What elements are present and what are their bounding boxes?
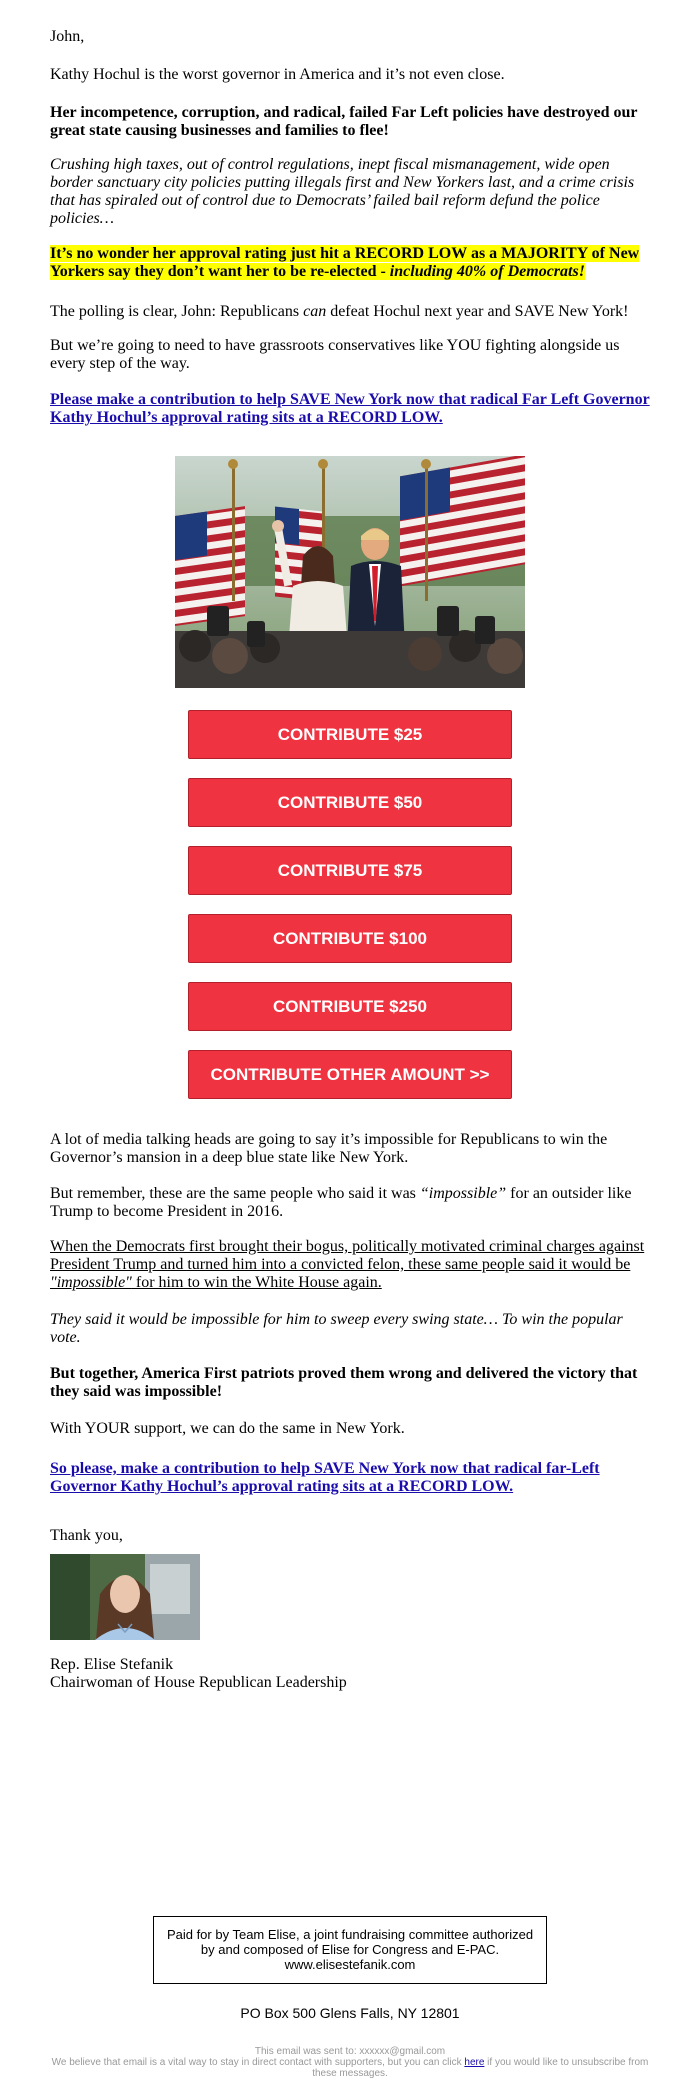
highlighted-paragraph xyxy=(50,245,655,281)
democrats-quote: "impossible" xyxy=(50,1274,132,1291)
democrats-paragraph xyxy=(50,1238,655,1292)
intro-paragraph: Kathy Hochul is the worst governor in America and it’s not even close. xyxy=(50,66,505,83)
rally-photo-icon xyxy=(175,456,525,688)
contribution-link-1[interactable]: Please make a contribution to help SAVE New York now that radical Far Left Governor Kathy Hochul’s approval rating sits at a RECORD LOW. xyxy=(50,391,650,426)
unsubscribe-link[interactable]: here xyxy=(464,2057,485,2068)
unsubscribe-after: if you would like to unsubscribe from these messages. xyxy=(312,2057,649,2079)
mailing-address: PO Box 500 Glens Falls, NY 12801 xyxy=(240,2005,460,2021)
email-footer xyxy=(40,2046,660,2079)
democrats-before: When the Democrats first brought their bogus, politically motivated criminal charges against President Trump and turned him into a convicted felon, these same people said it would be xyxy=(50,1238,645,1273)
highlight-italic: including 40% of Democrats! xyxy=(385,263,585,280)
unsubscribe-line xyxy=(40,2057,660,2079)
contribution-link-2[interactable]: So please, make a contribution to help SAVE New York now that radical far-Left Governor Kathy Hochul’s approval rating sits at a RECORD LOW. xyxy=(50,1460,600,1495)
grassroots-paragraph: But we’re going to need to have grassroots conservatives like YOU fighting alongside us every step of the way. xyxy=(50,337,620,372)
sent-to-line: This email was sent to: xxxxxx@gmail.com xyxy=(254,2046,446,2057)
highlight-main: It’s no wonder her approval rating just hit a RECORD LOW as a MAJORITY of New Yorkers say they don’t want her to be re-elected - xyxy=(50,245,640,280)
contribute-50-button[interactable]: CONTRIBUTE $50 xyxy=(188,778,512,827)
contribution-link-paragraph-1 xyxy=(50,391,655,427)
signature-portrait xyxy=(50,1554,200,1640)
contribution-link-paragraph-2 xyxy=(50,1460,655,1496)
contribute-75-button[interactable]: CONTRIBUTE $75 xyxy=(188,846,512,895)
democrats-after: for him to win the White House again. xyxy=(131,1274,382,1291)
polling-before: The polling is clear, John: Republicans xyxy=(50,303,304,320)
signature-title: Chairwoman of House Republican Leadership xyxy=(50,1674,347,1691)
polling-paragraph xyxy=(50,303,629,321)
bold-statement: Her incompetence, corruption, and radical, failed Far Left policies have destroyed our great state causing businesses and families to flee! xyxy=(50,104,638,139)
paid-for-disclaimer: Paid for by Team Elise, a joint fundraising committee authorized by and composed of Elise for Congress and E-PAC. www.elisestefanik.com xyxy=(153,1916,547,1984)
remember-after: for an outsider like Trump to become President in 2016. xyxy=(50,1185,632,1220)
polling-after: defeat Hochul next year and SAVE New York! xyxy=(326,303,629,320)
signature-name: Rep. Elise Stefanik xyxy=(50,1656,174,1673)
unsubscribe-before: We believe that email is a vital way to stay in direct contact with supporters, but you can click xyxy=(51,2057,465,2068)
swing-state-paragraph: They said it would be impossible for him to sweep every swing state… To win the popular vote. xyxy=(50,1311,623,1346)
remember-before: But remember, these are the same people who said it was xyxy=(50,1185,420,1202)
sign-off: Thank you, xyxy=(50,1527,123,1544)
support-paragraph: With YOUR support, we can do the same in New York. xyxy=(50,1420,405,1437)
contribute-other-amount-button[interactable]: CONTRIBUTE OTHER AMOUNT >> xyxy=(188,1050,512,1099)
contribute-250-button[interactable]: CONTRIBUTE $250 xyxy=(188,982,512,1031)
greeting: John, xyxy=(50,28,85,45)
media-paragraph: A lot of media talking heads are going to say it’s impossible for Republicans to win the Governor’s mansion in a deep blue state like New York. xyxy=(50,1131,608,1166)
rally-photo[interactable] xyxy=(175,456,525,688)
remember-quote: “impossible” xyxy=(419,1185,507,1202)
contribute-100-button[interactable]: CONTRIBUTE $100 xyxy=(188,914,512,963)
remember-paragraph xyxy=(50,1185,655,1221)
contribute-25-button[interactable]: CONTRIBUTE $25 xyxy=(188,710,512,759)
polling-can: can xyxy=(303,303,327,320)
policy-list-paragraph: Crushing high taxes, out of control regulations, inept fiscal mismanagement, wide open border sanctuary city policies putting illegals first and New Yorkers last, and a crime crisis that has spiraled out of control due to Democrats’ failed bail reform defund the police policies… xyxy=(50,156,635,227)
portrait-photo-icon xyxy=(50,1554,200,1640)
together-paragraph: But together, America First patriots proved them wrong and delivered the victory that they said was impossible! xyxy=(50,1365,638,1400)
